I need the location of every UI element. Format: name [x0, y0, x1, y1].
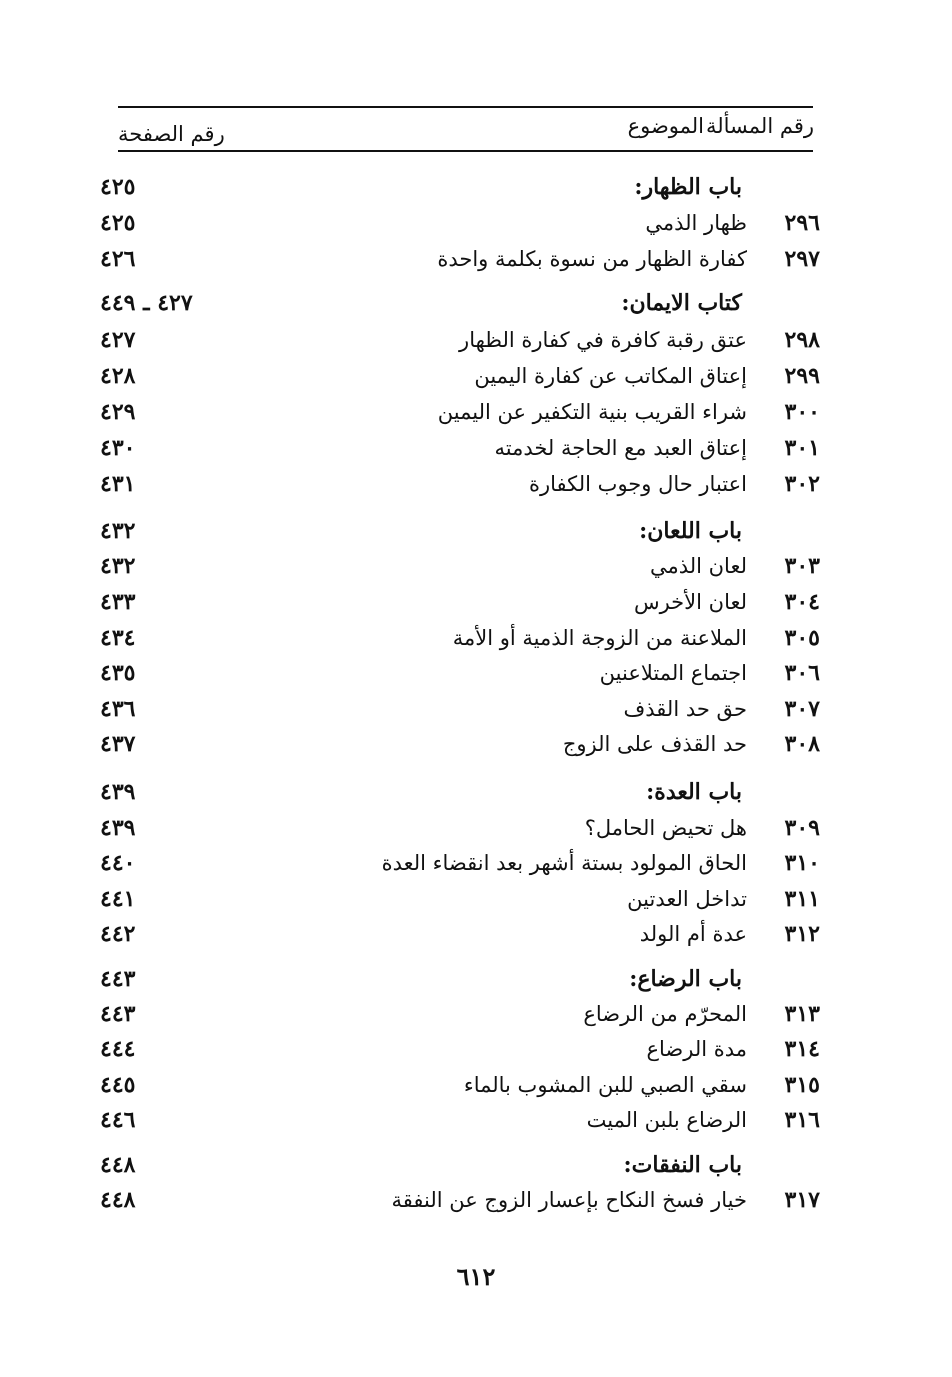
- issue-number: ٣١١: [784, 886, 820, 912]
- page-ref: ٤٢٨: [100, 363, 136, 389]
- topic-title: خيار فسخ النكاح بإعسار الزوج عن النفقة: [391, 1188, 747, 1212]
- page-ref: ٤٢٧ ـ ٤٤٩: [100, 290, 193, 316]
- issue-number: ٣١٣: [784, 1001, 820, 1027]
- topic-title: ظهار الذمي: [645, 211, 747, 235]
- issue-number: ٣١٤: [784, 1036, 820, 1062]
- topic-title: حد القذف على الزوج: [562, 732, 747, 756]
- toc-row: [0, 359, 952, 393]
- topic-title: اجتماع المتلاعنين: [599, 661, 747, 685]
- toc-row: [0, 242, 952, 276]
- header-rule: [118, 150, 813, 152]
- toc-row: [0, 1103, 952, 1137]
- toc-row: [0, 1183, 952, 1217]
- page-ref: ٤٣٠: [100, 435, 136, 461]
- toc-row: [0, 467, 952, 501]
- page-ref: ٤٢٩: [100, 399, 136, 425]
- page-ref: ٤٤٠: [100, 850, 136, 876]
- issue-number: ٢٩٨: [784, 327, 820, 353]
- issue-number: ٣٠٩: [784, 815, 820, 841]
- toc-row: [0, 395, 952, 429]
- toc-row: [0, 846, 952, 880]
- issue-number: ٣٠٣: [784, 553, 820, 579]
- topic-title: شراء القريب بنية التكفير عن اليمين: [437, 400, 747, 424]
- toc-row: [0, 323, 952, 357]
- issue-number: ٣١٢: [784, 921, 820, 947]
- issue-number: ٣٠٤: [784, 589, 820, 615]
- topic-title: إعتاق المكاتب عن كفارة اليمين: [474, 364, 747, 388]
- issue-number: ٣٠٨: [784, 731, 820, 757]
- page-ref: ٤٢٥: [100, 210, 136, 236]
- topic-title: اعتبار حال وجوب الكفارة: [529, 472, 747, 496]
- section-heading-row: [0, 286, 952, 320]
- page-ref: ٤٣٣: [100, 589, 136, 615]
- section-title: كتاب الايمان:: [621, 290, 742, 316]
- topic-title: سقي الصبي للبن المشوب بالماء: [463, 1073, 747, 1097]
- toc-row: [0, 621, 952, 655]
- toc-row: [0, 811, 952, 845]
- page-ref: ٤٢٧: [100, 327, 136, 353]
- section-heading-row: [0, 514, 952, 548]
- page-ref: ٤٣٦: [100, 696, 136, 722]
- page-ref: ٤٢٦: [100, 246, 136, 272]
- section-title: باب الرضاع:: [629, 966, 742, 992]
- toc-row: [0, 727, 952, 761]
- issue-number: ٣٠١: [784, 435, 820, 461]
- page-ref: ٤٤٥: [100, 1072, 136, 1098]
- page-ref: ٤٣٩: [100, 815, 136, 841]
- topic-title: إعتاق العبد مع الحاجة لخدمته: [494, 436, 747, 460]
- issue-number: ٣١٥: [784, 1072, 820, 1098]
- toc-row: [0, 585, 952, 619]
- section-title: باب العدة:: [646, 779, 742, 805]
- page-ref: ٤٤٨: [100, 1187, 136, 1213]
- header-issue-number: رقم المسألة: [706, 114, 814, 138]
- issue-number: ٢٩٦: [784, 210, 820, 236]
- page-ref: ٤٤٣: [100, 1001, 136, 1027]
- issue-number: ٣٠٠: [784, 399, 820, 425]
- header-page-number: رقم الصفحة: [118, 122, 225, 146]
- issue-number: ٣١٦: [784, 1107, 820, 1133]
- topic-title: عدة أم الولد: [639, 922, 747, 946]
- section-title: باب اللعان:: [639, 518, 742, 544]
- page-ref: ٤٣٤: [100, 625, 136, 651]
- section-heading-row: [0, 170, 952, 204]
- page-ref: ٤٤٨: [100, 1152, 136, 1178]
- topic-title: عتق رقبة كافرة في كفارة الظهار: [459, 328, 747, 352]
- topic-title: تداخل العدتين: [627, 887, 747, 911]
- top-rule: [118, 106, 813, 108]
- topic-title: لعان الذمي: [649, 554, 747, 578]
- toc-row: [0, 656, 952, 690]
- issue-number: ٣٠٧: [784, 696, 820, 722]
- section-title: باب الظهار:: [634, 174, 742, 200]
- page-ref: ٤٤١: [100, 886, 136, 912]
- section-title: باب النفقات:: [623, 1152, 742, 1178]
- page-ref: ٤٤٣: [100, 966, 136, 992]
- issue-number: ٣٠٢: [784, 471, 820, 497]
- header-topic: الموضوع: [627, 114, 704, 138]
- page-ref: ٤٤٢: [100, 921, 136, 947]
- issue-number: ٢٩٩: [784, 363, 820, 389]
- page-number: ٦١٢: [456, 1262, 496, 1291]
- issue-number: ٣١٠: [784, 850, 820, 876]
- page-ref: ٤٣١: [100, 471, 136, 497]
- toc-row: [0, 431, 952, 465]
- topic-title: الملاعنة من الزوجة الذمية أو الأمة: [452, 626, 747, 650]
- page-ref: ٤٣٧: [100, 731, 136, 757]
- topic-title: مدة الرضاع: [646, 1037, 747, 1061]
- page-ref: ٤٣٢: [100, 553, 136, 579]
- toc-row: [0, 1032, 952, 1066]
- section-heading-row: [0, 962, 952, 996]
- toc-row: [0, 917, 952, 951]
- issue-number: ٣٠٥: [784, 625, 820, 651]
- issue-number: ٣١٧: [784, 1187, 820, 1213]
- page-ref: ٤٤٦: [100, 1107, 136, 1133]
- topic-title: لعان الأخرس: [633, 590, 747, 614]
- topic-title: الرضاع بلبن الميت: [586, 1108, 747, 1132]
- page-ref: ٤٣٢: [100, 518, 136, 544]
- topic-title: كفارة الظهار من نسوة بكلمة واحدة: [437, 247, 747, 271]
- section-heading-row: [0, 775, 952, 809]
- page-ref: ٤٢٥: [100, 174, 136, 200]
- issue-number: ٣٠٦: [784, 660, 820, 686]
- toc-row: [0, 692, 952, 726]
- page-ref: ٤٤٤: [100, 1036, 136, 1062]
- topic-title: هل تحيض الحامل؟: [584, 816, 747, 840]
- page-ref: ٤٣٩: [100, 779, 136, 805]
- issue-number: ٢٩٧: [784, 246, 820, 272]
- topic-title: الحاق المولود بستة أشهر بعد انقضاء العدة: [381, 851, 747, 875]
- toc-row: [0, 1068, 952, 1102]
- toc-row: [0, 882, 952, 916]
- topic-title: المحرّم من الرضاع: [583, 1002, 747, 1026]
- section-heading-row: [0, 1148, 952, 1182]
- topic-title: حق حد القذف: [623, 697, 747, 721]
- toc-row: [0, 206, 952, 240]
- toc-row: [0, 997, 952, 1031]
- page-ref: ٤٣٥: [100, 660, 136, 686]
- toc-row: [0, 549, 952, 583]
